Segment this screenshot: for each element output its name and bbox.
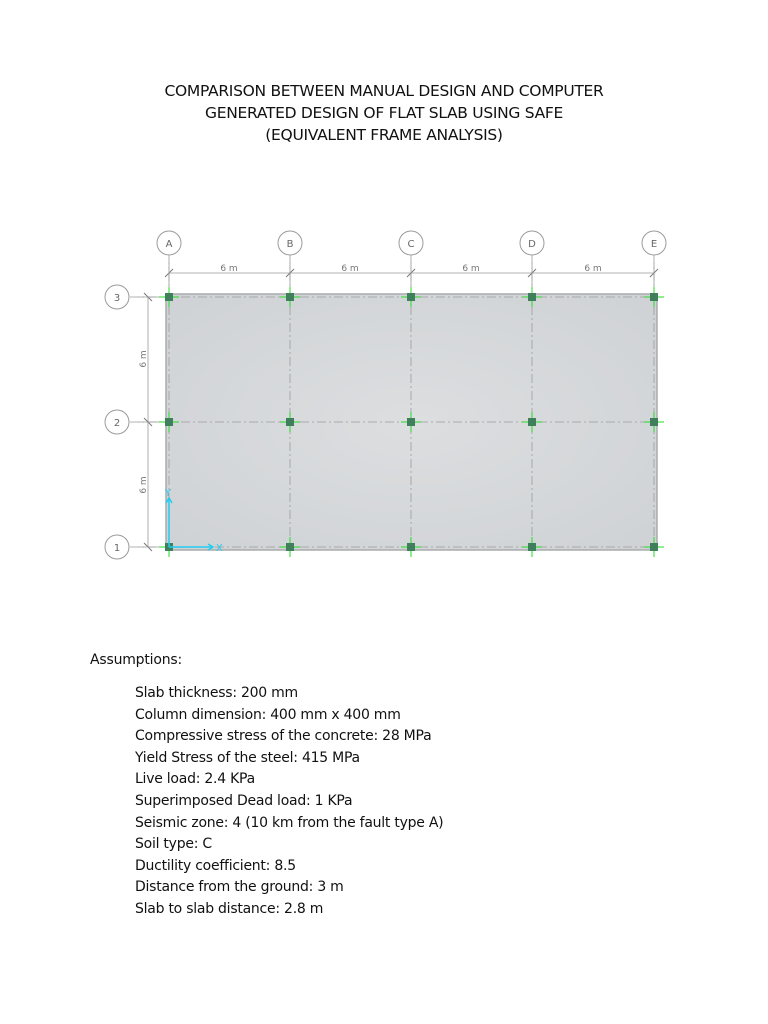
span-label-cd: 6 m	[462, 264, 480, 274]
assumption-item: Ductility coefficient: 8.5	[135, 857, 296, 874]
assumption-item: Superimposed Dead load: 1 KPa	[135, 792, 353, 809]
title-line-1: COMPARISON BETWEEN MANUAL DESIGN AND COMPUTER	[164, 82, 604, 100]
span-label-32: 6 m	[139, 350, 149, 368]
grid-label-b: B	[286, 239, 294, 250]
assumption-item: Seismic zone: 4 (10 km from the fault type A)	[135, 814, 444, 831]
column-b2	[286, 418, 294, 426]
assumption-item: Yield Stress of the steel: 415 MPa	[135, 749, 360, 766]
axis-y-label: Y	[165, 488, 172, 499]
column-a2	[165, 418, 173, 426]
span-label-ab: 6 m	[220, 264, 238, 274]
title-line-3: (EQUIVALENT FRAME ANALYSIS)	[265, 126, 503, 144]
span-label-21: 6 m	[139, 476, 149, 494]
column-d1	[528, 543, 536, 551]
assumptions-heading: Assumptions:	[90, 652, 182, 668]
span-label-bc: 6 m	[341, 264, 359, 274]
column-e3	[650, 293, 658, 301]
title-line-2: GENERATED DESIGN OF FLAT SLAB USING SAFE	[205, 104, 563, 122]
column-e2	[650, 418, 658, 426]
grid-label-c: C	[407, 239, 415, 250]
assumption-item: Distance from the ground: 3 m	[135, 879, 344, 896]
column-d2	[528, 418, 536, 426]
grid-label-1: 1	[113, 543, 121, 554]
assumption-item: Live load: 2.4 KPa	[135, 771, 255, 788]
column-b1	[286, 543, 294, 551]
column-b3	[286, 293, 294, 301]
assumption-item: Slab thickness: 200 mm	[135, 685, 298, 701]
assumption-item: Soil type: C	[135, 836, 212, 853]
span-label-de: 6 m	[584, 264, 602, 274]
axis-x-label: X	[216, 543, 223, 554]
assumption-item: Slab to slab distance: 2.8 m	[135, 900, 324, 917]
column-c3	[407, 293, 415, 301]
assumption-item: Compressive stress of the concrete: 28 MPa	[135, 728, 432, 745]
grid-label-3: 3	[113, 293, 121, 304]
grid-label-2: 2	[113, 418, 121, 429]
column-a3	[165, 293, 173, 301]
column-c1	[407, 543, 415, 551]
grid-label-e: E	[650, 239, 658, 250]
grid-label-d: D	[528, 239, 536, 250]
column-d3	[528, 293, 536, 301]
column-c2	[407, 418, 415, 426]
assumptions-list	[135, 683, 443, 921]
grid-label-a: A	[165, 239, 173, 250]
assumption-item: Column dimension: 400 mm x 400 mm	[135, 706, 401, 723]
column-e1	[650, 543, 658, 551]
